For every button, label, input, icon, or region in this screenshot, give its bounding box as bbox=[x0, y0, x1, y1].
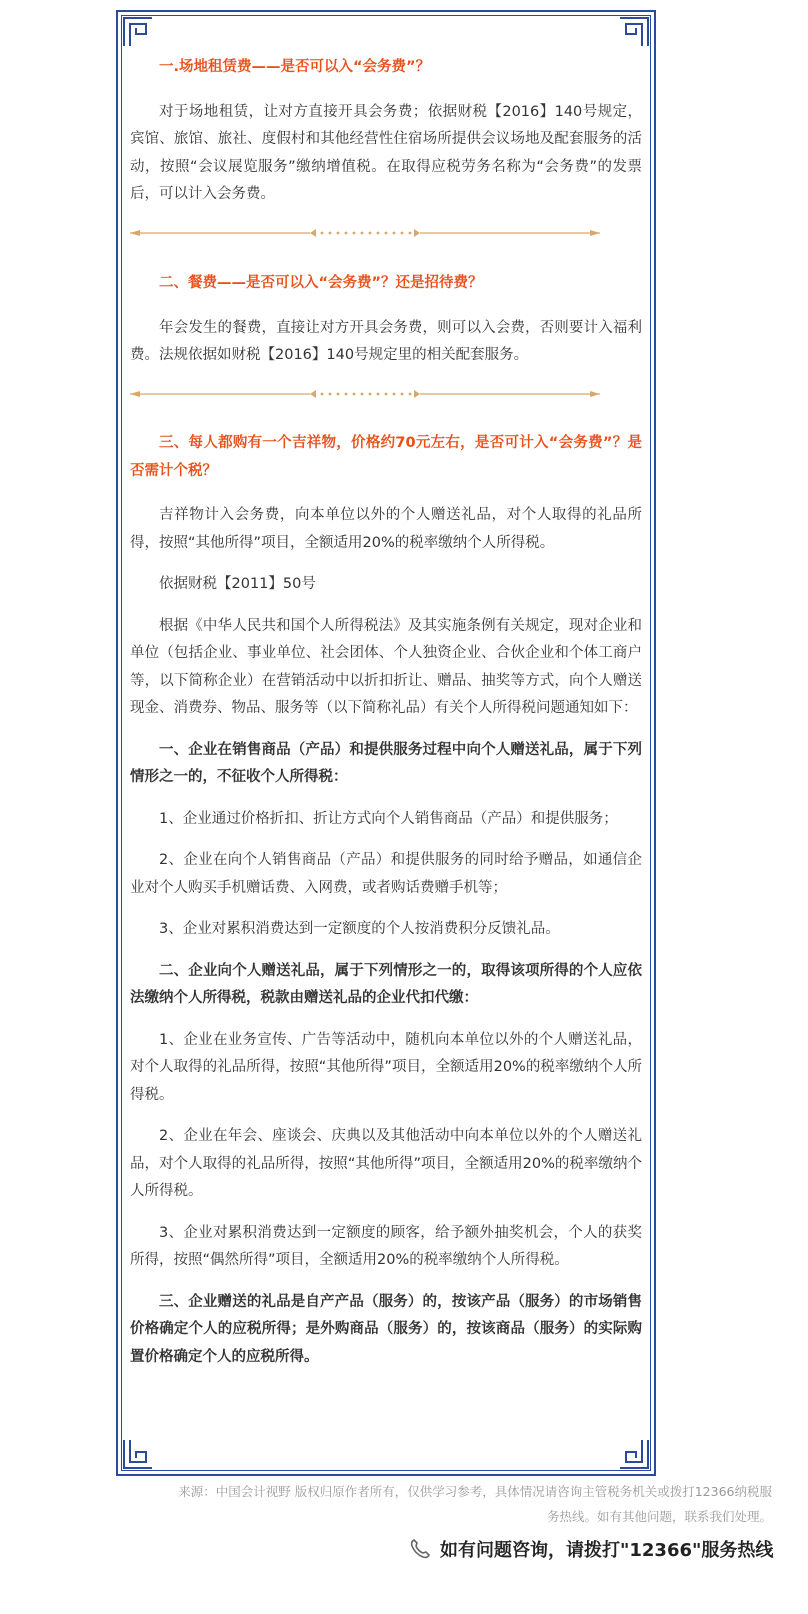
section-2 bbox=[130, 270, 642, 370]
paragraph: 年会发生的餐费，直接让对方开具会务费，则可以入会费，否则要计入福利费。法规依据如财税【2016】140号规定里的相关配套服务。 bbox=[130, 319, 642, 363]
bold-paragraph: 三、企业赠送的礼品是自产产品（服务）的，按该产品（服务）的市场销售价格确定个人的应税所得；是外购商品（服务）的，按该商品（服务）的实际购置价格确定个人的应税所得。 bbox=[130, 1293, 642, 1365]
section-heading: 三、每人都购有一个吉祥物，价格约70元左右，是否可计入“会务费”？是否需计个税？ bbox=[130, 435, 642, 479]
source-line-2: 务热线。如有其他问题，联系我们处理。 bbox=[546, 1509, 772, 1524]
corner-ornament-icon bbox=[120, 1438, 154, 1472]
paragraph: 2、企业在年会、座谈会、庆典以及其他活动中向本单位以外的个人赠送礼品，对个人取得的礼品所得，按照“其他所得”项目，全额适用20%的税率缴纳个人所得税。 bbox=[130, 1128, 642, 1199]
paragraph: 对于场地租赁，让对方直接开具会务费；依据财税【2016】140号规定，宾馆、旅馆、旅社、度假村和其他经营性住宿场所提供会议场地及配套服务的活动，按照“会议展览服务”缴纳增值税。在取得应税劳务名称为“会务费”的发票后，可以计入会务费。 bbox=[130, 103, 642, 202]
corner-ornament-icon bbox=[618, 1438, 652, 1472]
source-line-1: 来源：中国会计视野 版权归原作者所有，仅供学习参考，具体情况请咨询主管税务机关或拨打12366纳税服 bbox=[178, 1484, 772, 1499]
hotline-text: 如有问题咨询，请拨打"12366"服务热线 bbox=[440, 1540, 774, 1561]
source-notice bbox=[116, 1479, 772, 1529]
corner-ornament-icon bbox=[120, 14, 154, 48]
paragraph: 3、企业对累积消费达到一定额度的顾客，给予额外抽奖机会，个人的获奖所得，按照“偶然所得”项目，全额适用20%的税率缴纳个人所得税。 bbox=[130, 1224, 642, 1268]
corner-ornament-icon bbox=[618, 14, 652, 48]
ornamental-divider bbox=[130, 389, 600, 399]
paragraph: 吉祥物计入会务费，向本单位以外的个人赠送礼品，对个人取得的礼品所得，按照“其他所得”项目，全额适用20%的税率缴纳个人所得税。 bbox=[130, 507, 642, 551]
section-heading: 二、餐费——是否可以入“会务费”？还是招待费？ bbox=[159, 275, 483, 291]
section-3 bbox=[130, 430, 642, 1371]
phone-icon bbox=[408, 1537, 432, 1561]
ornamental-divider bbox=[130, 228, 600, 238]
paragraph: 根据《中华人民共和国个人所得税法》及其实施条例有关规定，现对企业和单位（包括企业、事业单位、社会团体、个人独资企业、合伙企业和个体工商户等，以下简称企业）在营销活动中以折扣折让、赠品、抽奖等方式，向个人赠送现金、消费券、物品、服务等（以下简称礼品）有关个人所得税问题通知如下： bbox=[130, 617, 642, 716]
bold-paragraph: 二、企业向个人赠送礼品，属于下列情形之一的，取得该项所得的个人应依法缴纳个人所得税，税款由赠送礼品的企业代扣代缴： bbox=[130, 962, 642, 1006]
section-heading: 一.场地租赁费——是否可以入“会务费”？ bbox=[159, 59, 431, 75]
section-1 bbox=[130, 54, 642, 209]
hotline-banner bbox=[408, 1532, 808, 1566]
bold-paragraph: 一、企业在销售商品（产品）和提供服务过程中向个人赠送礼品，属于下列情形之一的，不征收个人所得税： bbox=[130, 741, 642, 785]
paragraph: 2、企业在向个人销售商品（产品）和提供服务的同时给予赠品，如通信企业对个人购买手机赠话费、入网费，或者购话费赠手机等； bbox=[130, 852, 642, 896]
paragraph: 依据财税【2011】50号 bbox=[159, 576, 316, 592]
paragraph: 1、企业在业务宣传、广告等活动中，随机向本单位以外的个人赠送礼品，对个人取得的礼品所得，按照“其他所得”项目，全额适用20%的税率缴纳个人所得税。 bbox=[130, 1031, 642, 1103]
paragraph: 1、企业通过价格折扣、折让方式向个人销售商品（产品）和提供服务； bbox=[159, 810, 618, 827]
paragraph: 3、企业对累积消费达到一定额度的个人按消费积分反馈礼品。 bbox=[159, 921, 560, 937]
